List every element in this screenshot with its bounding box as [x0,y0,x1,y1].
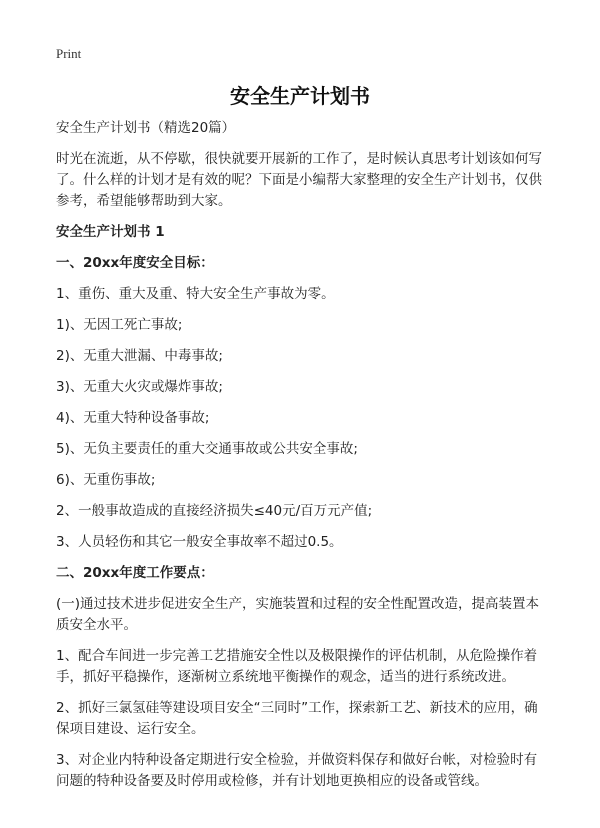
section-heading: 二、20xx年度工作要点： [56,565,214,581]
paragraph: 1、重伤、重大及重、特大安全生产事故为零。 [56,286,335,302]
print-link[interactable]: Print [56,46,82,61]
document-body [56,118,548,802]
paragraph: 2、一般事故造成的直接经济损失≤40元/百万元产值; [56,503,373,519]
paragraph: 3、人员轻伤和其它一般安全事故率不超过0.5。 [56,534,343,550]
paragraph: 2、抓好三氯氢硅等建设项目安全“三同时”工作，探索新工艺、新技术的应用，确保项目建设、运行安全。 [56,700,538,737]
page-title: 安全生产计划书 [230,84,370,108]
paragraph: 3、对企业内特种设备定期进行安全检验，并做资料保存和做好台帐，对检验时有问题的特种设备要及时停用或检修，并有计划地更换相应的设备或管线。 [56,752,538,789]
paragraph: 5)、无负主要责任的重大交通事故或公共安全事故; [56,441,358,457]
paragraph: 6)、无重伤事故; [56,472,156,488]
paragraph: 4)、无重大特种设备事故; [56,410,210,426]
paragraph: 时光在流逝，从不停歇，很快就要开展新的工作了，是时候认真思考计划该如何写了。什么样的计划才是有效的呢？下面是小编帮大家整理的安全生产计划书，仅供参考，希望能够帮助到大家。 [56,151,542,209]
paragraph: (一)通过技术进步促进安全生产，实施装置和过程的安全性配置改造，提高装置本质安全水平。 [56,596,540,633]
paragraph: 1、配合车间进一步完善工艺措施安全性以及极限操作的评估机制，从危险操作着手，抓好平稳操作，逐渐树立系统地平衡操作的观念，适当的进行系统改进。 [56,648,538,685]
paragraph: 3)、无重大火灾或爆炸事故; [56,379,223,395]
paragraph: 安全生产计划书（精选20篇） [56,120,236,136]
paragraph: 2)、无重大泄漏、中毒事故; [56,348,223,364]
section-heading: 安全生产计划书 1 [56,224,165,240]
section-heading: 一、20xx年度安全目标： [56,255,214,271]
paragraph: 1)、无因工死亡事故; [56,317,183,333]
